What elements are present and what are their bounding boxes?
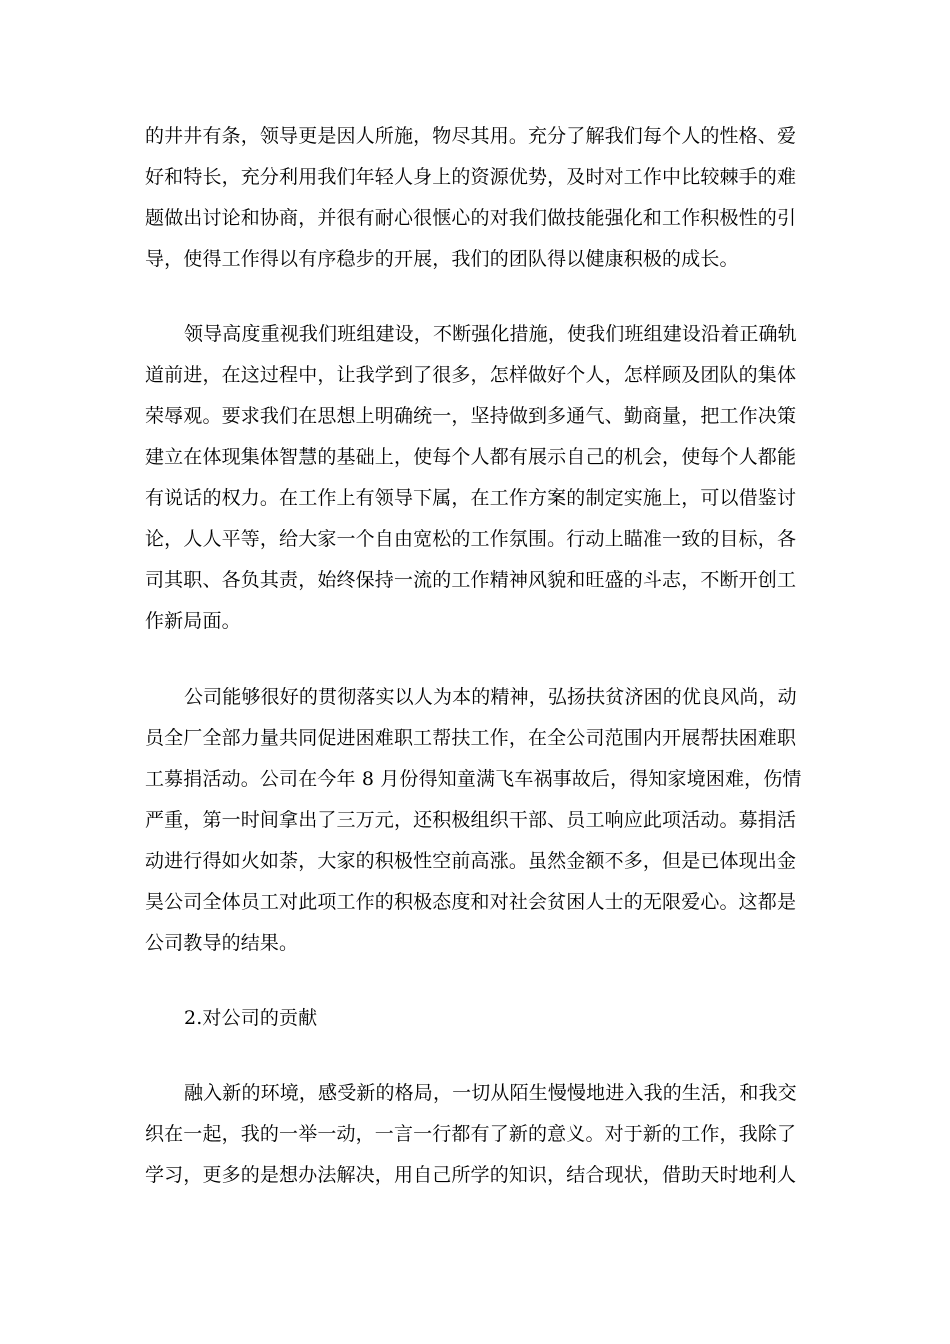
text-line: 好和特长，充分利用我们年轻人身上的资源优势，及时对工作中比较棘手的难	[145, 166, 797, 188]
text-line: 员全厂全部力量共同促进困难职工帮扶工作，在全公司范围内开展帮扶困难职	[145, 727, 797, 749]
text-line: 公司教导的结果。	[145, 932, 299, 954]
text-line: 昊公司全体员工对此项工作的积极态度和对社会贫困人士的无限爱心。这都是	[145, 891, 797, 913]
text-line: 学习，更多的是想办法解决，用自己所学的知识，结合现状，借助天时地利人	[145, 1164, 797, 1186]
text-line: 荣辱观。要求我们在思想上明确统一，坚持做到多通气、勤商量，把工作决策	[145, 405, 797, 427]
text-line: 有说话的权力。在工作上有领导下属，在工作方案的制定实施上，可以借鉴讨	[145, 487, 797, 509]
text-line: 作新局面。	[145, 610, 241, 632]
text-line: 公司能够很好的贯彻落实以人为本的精神，弘扬扶贫济困的优良风尚，动	[184, 686, 797, 708]
section-heading: 2.对公司的贡献	[184, 1007, 318, 1029]
text-line: 导，使得工作得以有序稳步的开展，我们的团队得以健康积极的成长。	[145, 248, 739, 270]
text-line: 领导高度重视我们班组建设，不断强化措施，使我们班组建设沿着正确轨	[184, 323, 797, 345]
text-line: 论，人人平等，给大家一个自由宽松的工作氛围。行动上瞄准一致的目标，各	[145, 528, 797, 550]
text-line: 织在一起，我的一举一动，一言一行都有了新的意义。对于新的工作，我除了	[145, 1123, 797, 1145]
text-line: 题做出讨论和协商，并很有耐心很惬心的对我们做技能强化和工作积极性的引	[145, 207, 797, 229]
text-line: 严重，第一时间拿出了三万元，还积极组织干部、员工响应此项活动。募捐活	[145, 809, 797, 831]
text-line: 司其职、各负其责，始终保持一流的工作精神风貌和旺盛的斗志，不断开创工	[145, 569, 797, 591]
text-line: 工募捐活动。公司在今年 8 月份得知童满飞车祸事故后，得知家境困难，伤情	[145, 768, 802, 790]
text-line: 建立在体现集体智慧的基础上，使每个人都有展示自己的机会，使每个人都能	[145, 446, 797, 468]
text-line: 动进行得如火如荼，大家的积极性空前高涨。虽然金额不多，但是已体现出金	[145, 850, 797, 872]
text-line: 融入新的环境，感受新的格局，一切从陌生慢慢地进入我的生活，和我交	[184, 1082, 797, 1104]
text-line: 道前进，在这过程中，让我学到了很多，怎样做好个人，怎样顾及团队的集体	[145, 364, 797, 386]
text-line: 的井井有条，领导更是因人所施，物尽其用。充分了解我们每个人的性格、爱	[145, 125, 797, 147]
